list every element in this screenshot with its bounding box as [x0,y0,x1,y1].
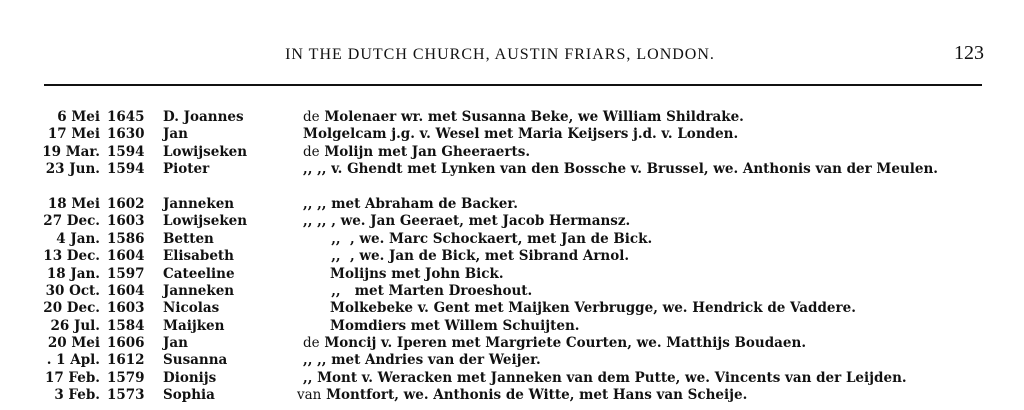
entry-surname: Molijn [324,143,374,160]
entry-text [330,266,994,283]
entry-prefix: de [303,143,320,160]
entry-text [330,318,994,335]
entry-rest: v. Iperen met Margriete Courten, we. Matthijs Boudaen. [376,335,807,352]
entry-rest: met Willem Schuijten. [406,317,580,334]
register-entry [0,161,1024,196]
entry-year: 1612 [107,352,145,369]
register-entry [0,370,1024,387]
entry-given-name: Dionijs [163,369,217,386]
entry-date: 30 Oct. [45,282,100,299]
register-entry [0,318,1024,335]
entry-given-name: Cateeline [163,265,235,282]
register-entry [0,109,1024,126]
entry-rest: wr. met Susanna Beke, we William Shildrake. [396,109,744,125]
entry-surname: Momdiers [330,317,407,334]
entry-date: 3 Feb. [54,387,100,404]
register-entry [0,231,1024,248]
entry-surname: Montfort [326,387,395,404]
entry-date: 18 Jan. [46,265,100,282]
entry-text [303,248,994,265]
entry-date: 19 Mar. [42,143,100,160]
entry-date: 17 Mei [47,126,100,143]
entry-text [303,196,994,213]
entry-rest: ,, Mont v. Weracken met Janneken van dem Putte, we. Vincents van der Leijden. [303,369,907,386]
entry-given-name: Pioter [163,161,210,178]
register-entry [0,196,1024,213]
entry-rest: met Jan Gheeraerts. [373,143,531,160]
entry-text [303,283,994,300]
entry-year: 1604 [107,282,145,299]
entry-prefix: de [303,335,320,352]
entry-surname: Molkebeke [330,300,413,317]
entry-given-name: Lowijseken [163,213,248,230]
entry-date: 23 Jun. [45,161,100,178]
entry-rest: ,, ,, met Abraham de Backer. [303,195,518,212]
page-title: IN THE DUTCH CHURCH, AUSTIN FRIARS, LONDON. [285,46,715,63]
entry-text [303,370,994,387]
register-entry [0,126,1024,143]
entry-year: 1602 [107,195,145,212]
register-entry [0,335,1024,352]
entry-text [330,300,994,317]
entry-year: 1594 [107,161,145,178]
entry-year: 1606 [107,335,145,352]
entry-rest: j.g. v. Wesel met Maria Keijsers j.d. v. Londen. [386,126,739,143]
entry-rest: v. Gent met Maijken Verbrugge, we. Hendrick de Vaddere. [413,300,856,317]
entry-year: 1630 [107,126,145,143]
entry-date: 4 Jan. [56,230,100,247]
entry-prefix: van [297,387,322,404]
entry-year: 1573 [107,387,145,404]
entry-rest: ,, , we. Jan de Bick, met Sibrand Arnol. [303,248,630,265]
entry-rest: ,, ,, , we. Jan Geeraet, met Jacob Hermansz. [303,213,631,230]
entry-rest: ,, met Marten Droeshout. [303,282,533,299]
entry-given-name: Jan [163,335,188,352]
entry-given-name: D. Joannes [163,109,244,125]
entry-text [303,109,994,126]
entry-date: 20 Mei [47,335,100,352]
entry-given-name: Lowijseken [163,143,248,160]
entry-date: 13 Dec. [43,248,100,265]
entry-date: 27 Dec. [43,213,100,230]
entry-rest: , we. Anthonis de Witte, met Hans van Scheije. [394,387,748,404]
register-entry [0,300,1024,317]
register-entry [0,352,1024,369]
register-entry [0,144,1024,161]
entry-date: 18 Mei [47,195,100,212]
entry-rest: ,, ,, v. Ghendt met Lynken van den Bossche v. Brussel, we. Anthonis van der Meulen. [303,161,939,178]
entry-date: 17 Feb. [44,369,100,386]
entry-year: 1586 [107,230,145,247]
entry-rest: ,, , we. Marc Schockaert, met Jan de Bick. [303,230,653,247]
entry-given-name: Janneken [163,282,235,299]
entry-given-name: Jan [163,126,188,143]
marriage-register [0,109,1024,405]
entry-given-name: Maijken [163,317,225,334]
entry-year: 1645 [107,109,145,125]
entry-text [303,144,994,161]
entry-year: 1597 [107,265,145,282]
entry-year: 1579 [107,369,145,386]
entry-date: 20 Dec. [43,300,100,317]
entry-surname: Molenaer [324,109,397,125]
entry-rest: ,, ,, met Andries van der Weijer. [303,352,541,369]
entry-year: 1584 [107,317,145,334]
entry-date: 26 Jul. [50,317,100,334]
entry-text [303,352,994,369]
entry-text [303,161,994,178]
register-entry [0,248,1024,265]
entry-year: 1603 [107,300,145,317]
entry-surname: Molgelcam [303,126,387,143]
entry-text [303,231,994,248]
entry-date: 6 Mei [57,109,100,125]
entry-given-name: Janneken [163,195,235,212]
register-entry [0,283,1024,300]
header-rule [44,84,982,86]
page-number: 123 [954,42,984,64]
entry-text [303,126,994,143]
entry-given-name: Sophia [163,387,215,404]
entry-text [297,387,994,404]
register-entry [0,387,1024,404]
register-entry [0,266,1024,283]
entry-year: 1603 [107,213,145,230]
entry-given-name: Susanna [163,352,228,369]
register-entry [0,213,1024,230]
entry-given-name: Betten [163,230,214,247]
entry-rest: met John Bick. [386,265,504,282]
running-header [0,42,1024,72]
entry-text [303,335,994,352]
entry-date: . 1 Apl. [46,352,100,369]
entry-surname: Molijns [330,265,387,282]
entry-surname: Moncij [324,335,377,352]
entry-given-name: Nicolas [163,300,220,317]
entry-given-name: Elisabeth [163,248,234,265]
entry-prefix: de [303,109,320,125]
entry-text [303,213,994,230]
entry-year: 1604 [107,248,145,265]
entry-year: 1594 [107,143,145,160]
